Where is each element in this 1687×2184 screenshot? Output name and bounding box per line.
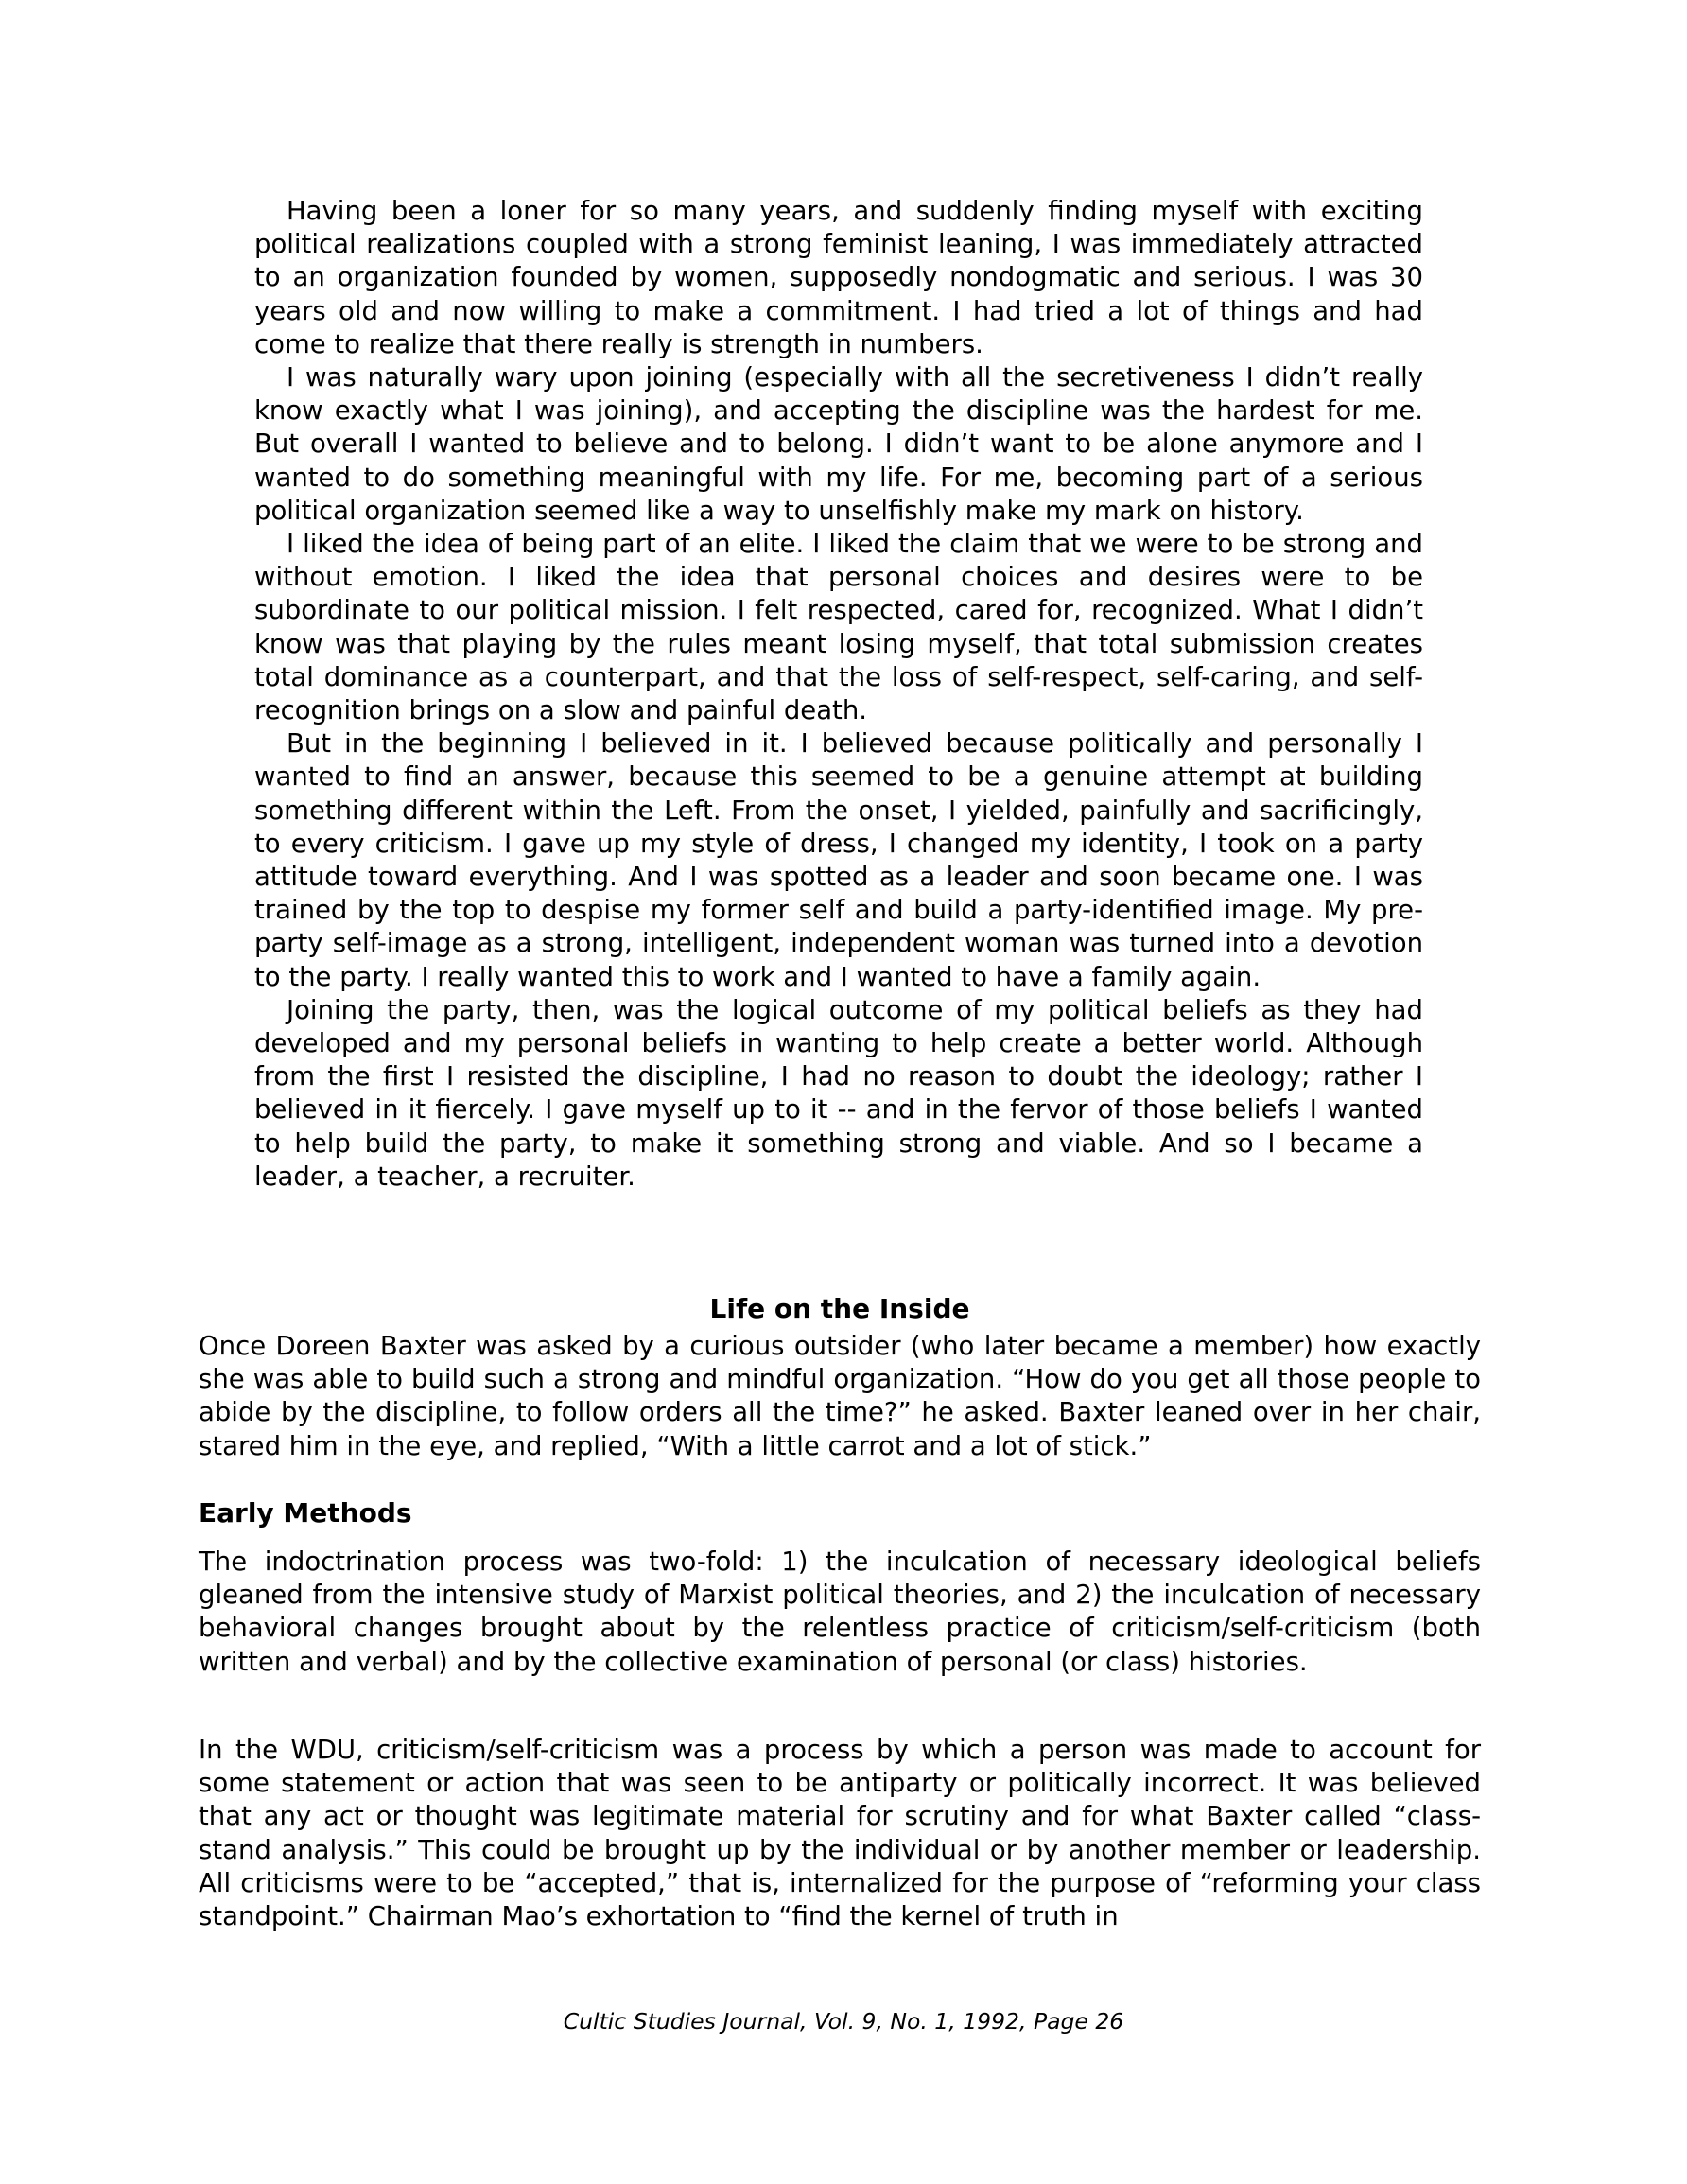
page-footer-citation: Cultic Studies Journal, Vol. 9, No. 1, 1992, Page 26 [563, 2008, 1124, 2035]
quote-paragraph: Joining the party, then, was the logical outcome of my political beliefs as they had developed and my personal beliefs in wanting to help create a better world. Although from the first I resisted the discipline, I had no reason to doubt the ideology; rather I believed in it fiercely. I gave myself up to it -- and in the fervor of those beliefs I wanted to help build the party, to make it something strong and viable. And so I became a leader, a teacher, a recruiter. [254, 994, 1423, 1192]
block-quote [254, 195, 1423, 1194]
section-heading: Life on the Inside [709, 1293, 970, 1324]
quote-paragraph: I liked the idea of being part of an elite. I liked the claim that we were to be strong and without emotion. I liked the idea that personal choices and desires were to be subordinate to our political mission. I felt respected, cared for, recognized. What I didn’t know was that playing by the rules meant losing myself, that total submission creates total dominance as a counterpart, and that the loss of self-respect, self-caring, and self-recognition brings on a slow and painful death. [254, 529, 1423, 726]
body-paragraph: In the WDU, criticism/self-criticism was a process by which a person was made to account for some statement or action that was seen to be antiparty or politically incorrect. It was believed that any act or thought was legitimate material for scrutiny and for what Baxter called “class-stand analysis.” This could be brought up by the individual or by another member or leadership. All criticisms were to be “accepted,” that is, internalized for the purpose of “reforming your class standpoint.” Chairman Mao’s exhortation to “find the kernel of truth in [199, 1735, 1481, 1932]
quote-paragraph: Having been a loner for so many years, and suddenly finding myself with exciting political realizations coupled with a strong feminist leaning, I was immediately attracted to an organization founded by women, supposedly nondogmatic and serious. I was 30 years old and now willing to make a commitment. I had tried a lot of things and had come to realize that there really is strength in numbers. [254, 196, 1423, 359]
body-paragraph: The indoctrination process was two-fold: 1) the inculcation of necessary ideological beliefs gleaned from the intensive study of Marxist political theories, and 2) the inculcation of necessary behavioral changes brought about by the relentless practice of criticism/self-criticism (both written and verbal) and by the collective examination of personal (or class) histories. [199, 1546, 1481, 1677]
quote-paragraph: But in the beginning I believed in it. I believed because politically and personally I wanted to find an answer, because this seemed to be a genuine attempt at building something different within the Left. From the onset, I yielded, painfully and sacrificingly, to every criticism. I gave up my style of dress, I changed my identity, I took on a party attitude toward everything. And I was spotted as a leader and soon became one. I was trained by the top to despise my former self and build a party-identified image. My pre-party self-image as a strong, intelligent, independent woman was turned into a devotion to the party. I really wanted this to work and I wanted to have a family again. [254, 728, 1423, 992]
body-paragraph: Once Doreen Baxter was asked by a curious outsider (who later became a member) how exactly she was able to build such a strong and mindful organization. “How do you get all those people to abide by the discipline, to follow orders all the time?” he asked. Baxter leaned over in her chair, stared him in the eye, and replied, “With a little carrot and a lot of stick.” [199, 1331, 1481, 1461]
subsection-heading: Early Methods [199, 1497, 412, 1529]
quote-paragraph: I was naturally wary upon joining (especially with all the secretiveness I didn’t really know exactly what I was joining), and accepting the discipline was the hardest for me. But overall I wanted to believe and to belong. I didn’t want to be alone anymore and I wanted to do something meaningful with my life. For me, becoming part of a serious political organization seemed like a way to unselfishly make my mark on history. [254, 362, 1423, 526]
